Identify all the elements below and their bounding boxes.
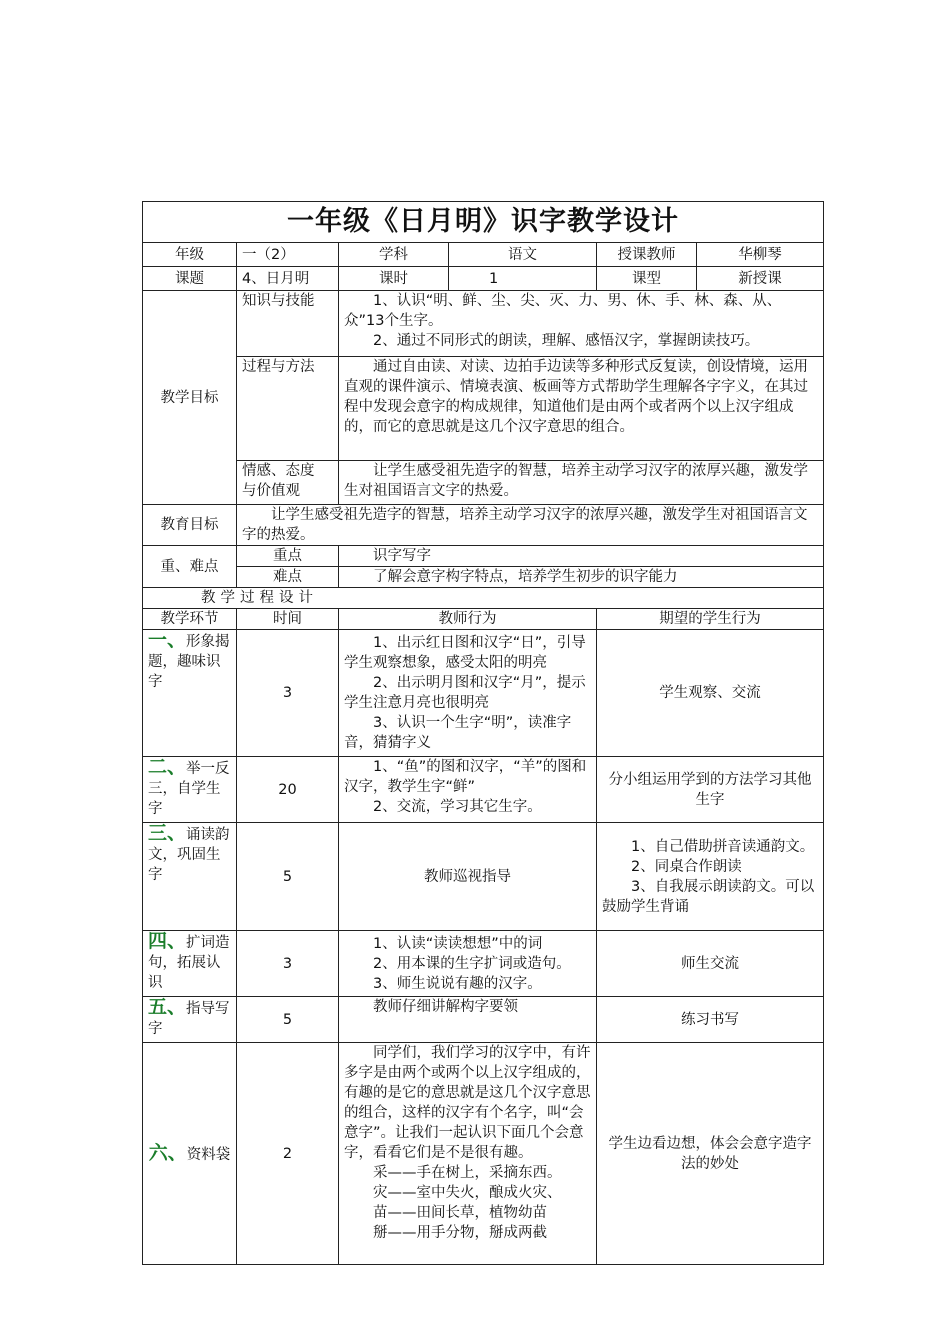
stage-3-time: 5 [237,823,339,931]
knowledge-item-2: 2、通过不同形式的朗读，理解、感悟汉字，掌握朗读技巧。 [373,333,760,349]
stage-5-number: 五、 [148,996,187,1018]
stage-3-student-2: 2、同桌合作朗读 [631,858,742,875]
stage-5-cell [143,997,237,1043]
stage-2-student: 分小组运用学到的方法学习其他生字 [597,757,824,823]
stage-5-time: 5 [237,997,339,1043]
stage-4-number: 四、 [148,930,187,952]
stage-6-example-2: 灾——室中失火，酿成火灾、 [373,1185,562,1201]
col-stage-header: 教学环节 [143,609,237,630]
stage-4-teacher-3: 3、师生说说有趣的汉字。 [373,975,542,992]
stage-4-name: 扩词造句，拓展认识 [148,935,230,991]
stage-4-teacher-1: 1、认读“读读想想”中的词 [373,935,543,952]
type-label: 课型 [597,267,697,291]
col-time-header: 时间 [237,609,339,630]
education-goal-text [237,505,824,546]
stage-1-teacher-2: 2、出示明月图和汉字“月”，提示学生注意月亮也很明亮 [344,675,586,711]
stage-3-cell [143,823,237,931]
type-value: 新授课 [697,267,824,291]
document-title: 一年级《日月明》识字教学设计 [143,202,824,243]
emotion-label-line-1: 情感、态度 [242,463,315,479]
subject-value: 语文 [449,243,597,267]
topic-label: 课题 [143,267,237,291]
stage-2-cell [143,757,237,823]
stage-2-teacher [339,757,597,823]
table-row [143,823,824,931]
table-row [143,997,824,1043]
stage-5-teacher [339,997,597,1043]
stage-5-name: 指导写字 [148,1001,230,1037]
stage-4-time: 3 [237,931,339,997]
stage-6-time: 2 [237,1043,339,1265]
stage-6-teacher-1: 同学们，我们学习的汉字中，有许多字是由两个或两个以上汉字组成的，有趣的是它的意思就是这几个汉字意思的组合，这样的汉字有个名字，叫“会意字”。让我们一起认识下面几个会意字，看看它们是不是很有趣。 [344,1045,591,1161]
stage-6-teacher [339,1043,597,1265]
hard-text [339,567,824,588]
stage-6-student: 学生边看边想，体会会意字造字法的妙处 [597,1043,824,1265]
stage-3-teacher: 教师巡视指导 [339,823,597,931]
process-text [339,357,824,461]
stage-6-cell [143,1043,237,1265]
lesson-plan-table [142,201,824,1265]
stage-2-teacher-2: 2、交流，学习其它生字。 [373,799,542,815]
hours-value: 1 [449,267,597,291]
stage-6-example-1: 采——手在树上，采摘东西。 [373,1165,562,1181]
emotion-text-body: 让学生感受祖先造字的智慧，培养主动学习汉字的浓厚兴趣，激发学生对祖国语言文字的热爱。 [344,463,808,499]
stage-4-teacher [339,931,597,997]
table-row [143,757,824,823]
teaching-goals-label: 教学目标 [143,291,237,505]
teacher-value: 华柳琴 [697,243,824,267]
stage-1-teacher-1: 1、出示红日图和汉字“日”，引导学生观察想象，感受太阳的明亮 [344,635,586,671]
subject-label: 学科 [339,243,449,267]
stage-1-teacher [339,630,597,757]
teacher-label: 授课教师 [597,243,697,267]
grade-label: 年级 [143,243,237,267]
stage-6-number: 六、 [148,1141,187,1164]
key-text-body: 识字写字 [373,548,431,564]
stage-3-student-1: 1、自己借助拼音读通韵文。 [631,838,815,855]
stage-5-teacher-1: 教师仔细讲解构字要领 [373,999,518,1015]
hard-label: 难点 [237,567,339,588]
table-row [143,1043,824,1265]
stage-4-cell [143,931,237,997]
stage-5-student: 练习书写 [597,997,824,1043]
education-goal-label: 教育目标 [143,505,237,546]
stage-4-student: 师生交流 [597,931,824,997]
knowledge-item-1: 1、认识“明、鲜、尘、尖、灭、力、男、休、手、林、森、从、众”13个生字。 [344,293,782,329]
stage-4-teacher-2: 2、用本课的生字扩词或造句。 [373,955,571,972]
emotion-label [237,461,339,505]
stage-2-number: 二、 [148,756,187,778]
knowledge-text [339,291,824,357]
stage-6-example-3: 苗——田间长草，植物幼苗 [373,1205,547,1221]
stage-6-name: 资料袋 [186,1146,231,1163]
key-text [339,546,824,567]
topic-value: 4、日月明 [237,267,339,291]
emotion-label-line-2: 与价值观 [242,483,300,499]
stage-1-number: 一、 [148,629,187,651]
hard-text-body: 了解会意字构字特点，培养学生初步的识字能力 [373,569,678,585]
emotion-text [339,461,824,505]
stage-3-student [597,823,824,931]
stage-3-number: 三、 [148,822,187,844]
process-label: 过程与方法 [237,357,339,461]
key-points-label: 重、难点 [143,546,237,588]
hours-label: 课时 [339,267,449,291]
stage-1-cell [143,630,237,757]
education-goal-body: 让学生感受祖先造字的智慧，培养主动学习汉字的浓厚兴趣，激发学生对祖国语言文字的热爱。 [242,507,808,543]
stage-2-time: 20 [237,757,339,823]
grade-value: 一（2） [237,243,339,267]
stage-6-example-4: 掰——用手分物，掰成两截 [373,1225,547,1241]
stage-3-student-3: 3、自我展示朗读韵文。可以鼓励学生背诵 [602,878,815,915]
stage-2-name: 举一反三，自学生字 [148,761,230,817]
process-text-body: 通过自由读、对读、边拍手边读等多种形式反复读，创设情境，运用直观的课件演示、情境表演、板画等方式帮助学生理解各字字义，在其过程中发现会意字的构成规律，知道他们是由两个或者两个以上汉字组成的，而它的意思就是这几个汉字意思的组合。 [344,359,808,435]
table-row [143,931,824,997]
stage-1-name: 形象揭题，趣味识字 [148,634,230,690]
stage-2-teacher-1: 1、“鱼”的图和汉字，“羊”的图和汉字，教学生字“鲜” [344,759,587,795]
table-row [143,630,824,757]
stage-1-teacher-3: 3、认识一个生字“明”，读准字音，猜猜字义 [344,715,572,751]
knowledge-label: 知识与技能 [237,291,339,357]
col-student-header: 期望的学生行为 [597,609,824,630]
stage-1-time: 3 [237,630,339,757]
stage-1-student: 学生观察、交流 [597,630,824,757]
process-section-title: 教学过程设计 [143,588,824,609]
stage-3-name: 诵读韵文，巩固生字 [148,827,230,883]
key-label: 重点 [237,546,339,567]
col-teacher-header: 教师行为 [339,609,597,630]
